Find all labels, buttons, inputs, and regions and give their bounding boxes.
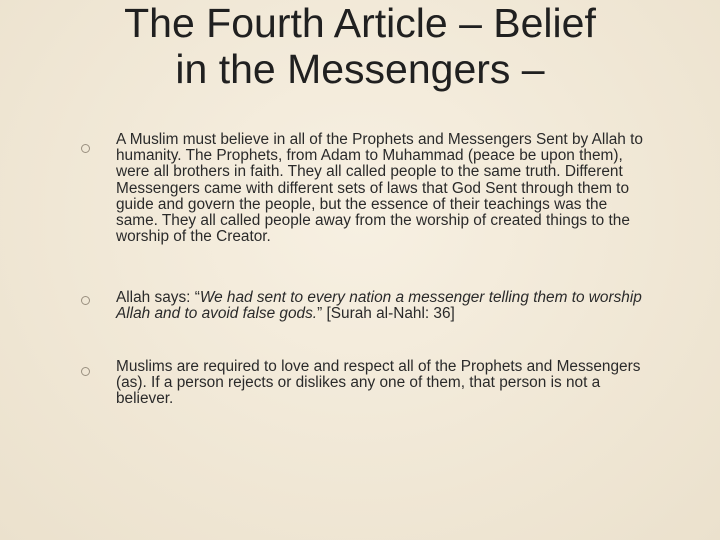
quran-quote: We had sent to every nation a messenger telling them to worship Allah and to avoid false gods. (116, 289, 642, 323)
bullet-text (116, 290, 646, 322)
bullet-circle-icon (81, 296, 90, 305)
bullet-circle-icon (81, 144, 90, 153)
bullet-circle-icon (81, 367, 90, 376)
bullet-text: A Muslim must believe in all of the Prophets and Messengers Sent by Allah to humanity. The Prophets, from Adam to Muhammad (peace be upon them), were all brothers in faith. They all called people to the same truth. Different Messengers came with different sets of laws that God Sent through them to guide and govern the people, but the essence of their teachings was the same. They all called people away from the worship of created things to the worship of the Creator. (116, 131, 643, 246)
bullet-text: Muslims are required to love and respect all of the Prophets and Messengers (as). If a person rejects or dislikes any one of them, that person is not a believer. (116, 358, 641, 408)
quote-prefix: Allah says: “ (116, 289, 200, 306)
quote-citation: ” [Surah al-Nahl: 36] (317, 305, 455, 323)
slide-title: The Fourth Article – Belief in the Messengers – (124, 0, 596, 92)
